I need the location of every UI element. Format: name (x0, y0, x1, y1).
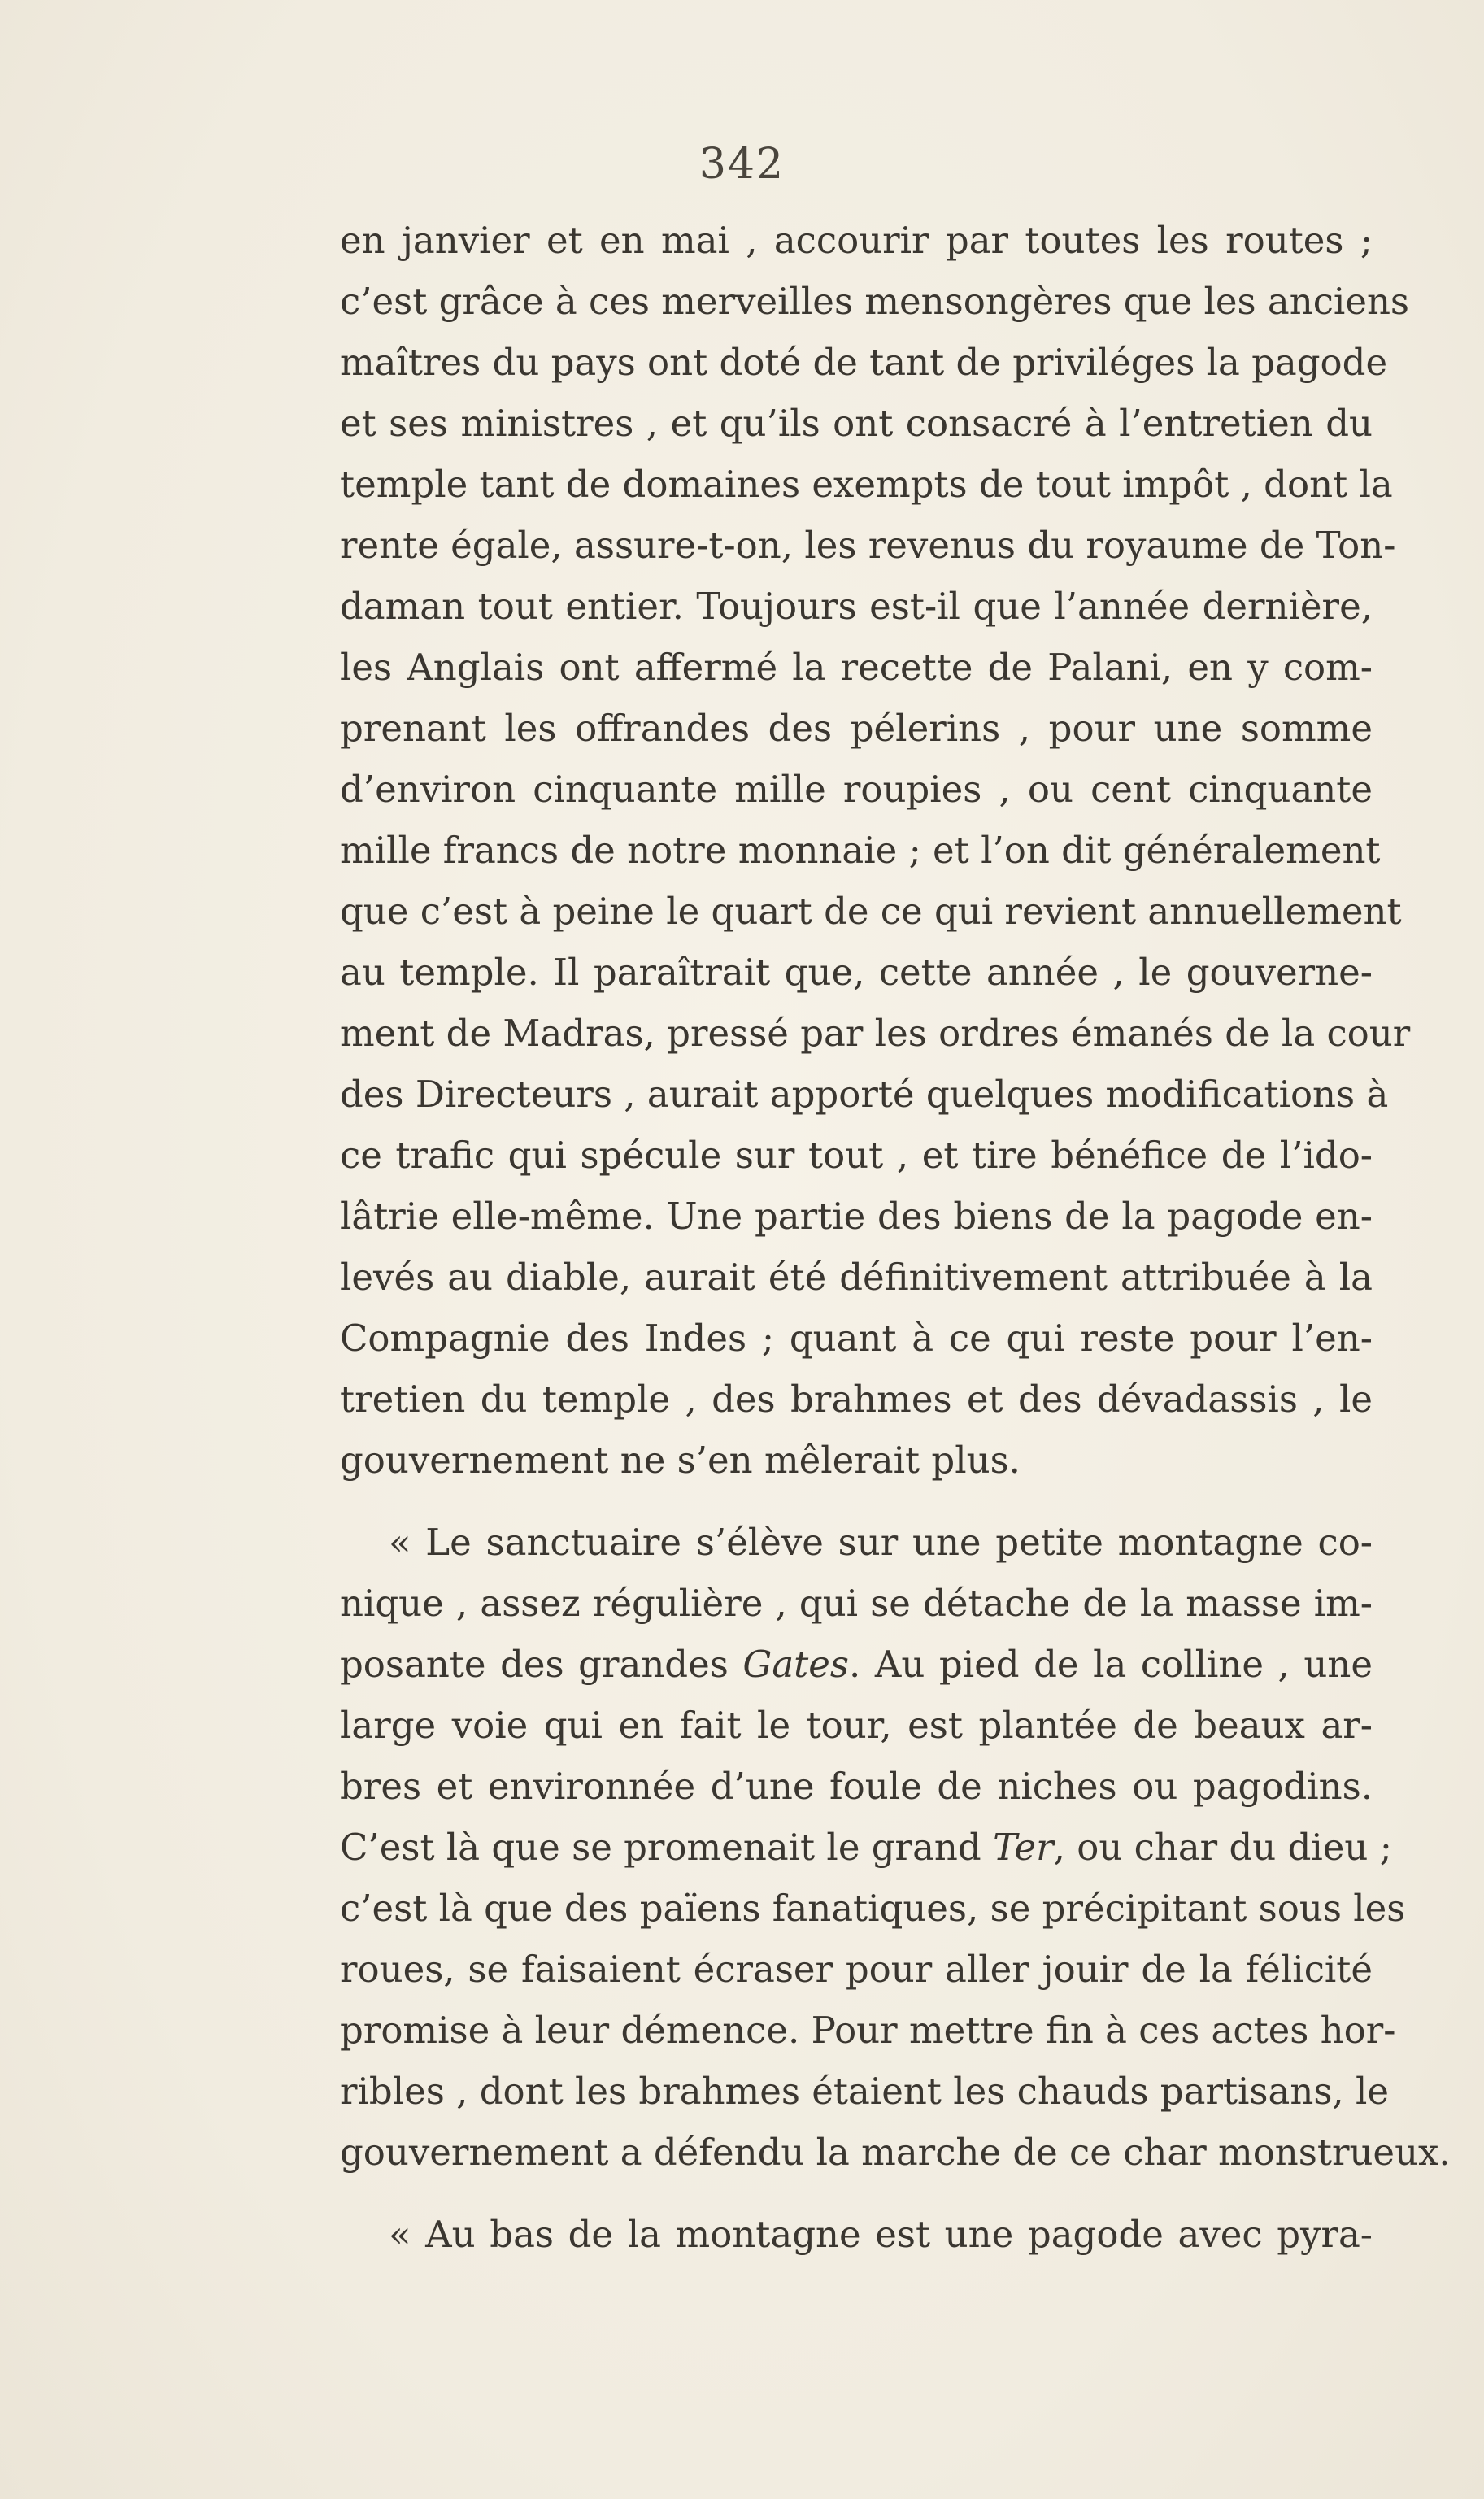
text-line: c’est là que des païens fanatiques, se précipitant sous les (340, 1887, 1406, 1930)
text-line: « Le sanctuaire s’élève sur une petite montagne co- (389, 1521, 1373, 1564)
text-line: promise à leur démence. Pour mettre fin à ces actes hor- (340, 2009, 1396, 2052)
text-line: gouvernement ne s’en mêlerait plus. (340, 1439, 1021, 1482)
text-line: lâtrie elle-même. Une partie des biens de la pagode en- (340, 1195, 1373, 1238)
text-line: mille francs de notre monnaie ; et l’on dit généralement (340, 829, 1381, 872)
text-line: bres et environnée d’une foule de niches ou pagodins. (340, 1765, 1373, 1808)
text-line-mixed (340, 1634, 1373, 1695)
text-line: levés au diable, aurait été définitivement attribuée à la (340, 1256, 1373, 1299)
text-line: les Anglais ont affermé la recette de Palani, en y com- (340, 646, 1373, 689)
text-segment: . Au pied de la colline , une (849, 1643, 1373, 1686)
text-line: et ses ministres , et qu’ils ont consacré à l’entretien du (340, 402, 1373, 445)
paragraph-gap (340, 1491, 1373, 1512)
text-line: que c’est à peine le quart de ce qui revient annuellement (340, 890, 1402, 933)
text-line: Compagnie des Indes ; quant à ce qui reste pour l’en- (340, 1317, 1373, 1360)
text-line: temple tant de domaines exempts de tout impôt , dont la (340, 463, 1393, 506)
paragraph-gap (340, 2183, 1373, 2204)
text-line: en janvier et en mai , accourir par toutes les routes ; (340, 219, 1373, 262)
paragraph-3 (340, 2204, 1373, 2265)
italic-term-ter: Ter (993, 1826, 1054, 1869)
text-line: tretien du temple , des brahmes et des dévadassis , le (340, 1378, 1373, 1421)
text-line: c’est grâce à ces merveilles mensongères que les anciens (340, 280, 1410, 323)
text-line: gouvernement a défendu la marche de ce char monstrueux. (340, 2131, 1451, 2174)
text-line: ribles , dont les brahmes étaient les chauds partisans, le (340, 2070, 1390, 2113)
text-line: nique , assez régulière , qui se détache de la masse im- (340, 1582, 1373, 1625)
text-line: large voie qui en fait le tour, est plantée de beaux ar- (340, 1704, 1373, 1747)
text-line: des Directeurs , aurait apporté quelques modifications à (340, 1073, 1389, 1116)
text-segment: C’est là que se promenait le grand (340, 1826, 993, 1869)
paragraph-2 (340, 1512, 1451, 2183)
text-line: d’environ cinquante mille roupies , ou cent cinquante (340, 768, 1373, 811)
text-line: roues, se faisaient écraser pour aller jouir de la félicité (340, 1948, 1373, 1991)
text-line: rente égale, assure-t-on, les revenus du royaume de Ton- (340, 524, 1396, 567)
text-line-mixed (340, 1817, 1392, 1878)
text-line: « Au bas de la montagne est une pagode avec pyra- (389, 2213, 1373, 2256)
text-line: maîtres du pays ont doté de tant de priviléges la pagode (340, 341, 1388, 384)
text-line: ce trafic qui spécule sur tout , et tire bénéfice de l’ido- (340, 1134, 1373, 1177)
text-segment: posante des grandes (340, 1643, 743, 1686)
text-block (340, 210, 1451, 2265)
text-line: daman tout entier. Toujours est-il que l’année dernière, (340, 585, 1373, 628)
text-line: au temple. Il paraîtrait que, cette année , le gouverne- (340, 951, 1373, 994)
italic-term-gates: Gates (742, 1643, 849, 1686)
page-number: 342 (698, 140, 786, 189)
text-line: ment de Madras, pressé par les ordres émanés de la cour (340, 1012, 1411, 1055)
text-line: prenant les offrandes des pélerins , pour une somme (340, 707, 1373, 750)
paragraph-1 (340, 210, 1411, 1491)
text-segment: , ou char du dieu ; (1053, 1826, 1392, 1869)
